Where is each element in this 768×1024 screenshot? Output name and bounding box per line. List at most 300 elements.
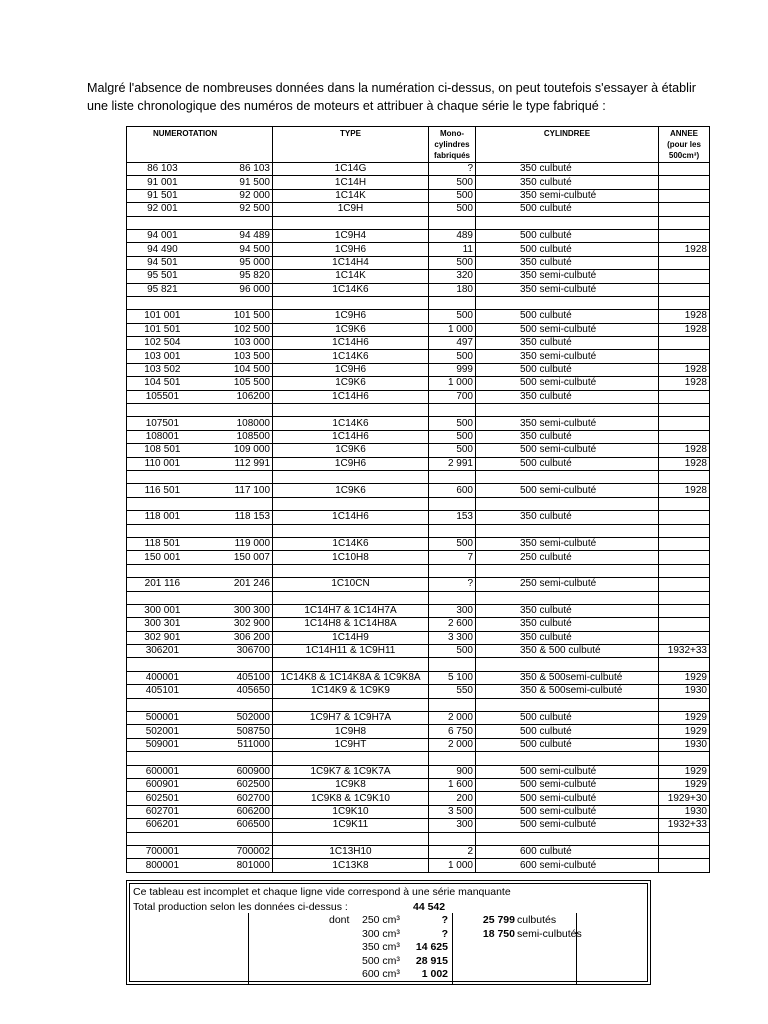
- year-cell: [659, 537, 710, 550]
- mono-cell: 999: [429, 363, 476, 376]
- number-to: [198, 658, 273, 671]
- mono-cell: 500: [429, 350, 476, 363]
- year-cell: [659, 845, 710, 858]
- number-to: 92 500: [198, 203, 273, 216]
- number-from: 103 001: [127, 350, 198, 363]
- number-from: 95 501: [127, 270, 198, 283]
- mono-cell: 2 000: [429, 712, 476, 725]
- summary-culbutes-label: culbutés: [517, 914, 557, 926]
- number-to: 112 991: [198, 457, 273, 470]
- number-to: 94 489: [198, 229, 273, 242]
- year-cell: [659, 604, 710, 617]
- blank-row: [127, 591, 710, 604]
- summary-inner-frame: [129, 883, 648, 982]
- cylindree-cell: [476, 832, 659, 845]
- number-to: 602500: [198, 778, 273, 791]
- mono-cell: [429, 524, 476, 537]
- table-row: [127, 845, 710, 858]
- year-cell: [659, 591, 710, 604]
- number-to: 86 103: [198, 163, 273, 176]
- table-row: [127, 229, 710, 242]
- mono-cell: 300: [429, 604, 476, 617]
- summary-semi-label: semi-culbutés: [517, 928, 582, 940]
- blank-row: [127, 698, 710, 711]
- number-from: 94 490: [127, 243, 198, 256]
- number-to: 96 000: [198, 283, 273, 296]
- type-cell: 1C13K8: [273, 859, 429, 872]
- type-cell: 1C13H10: [273, 845, 429, 858]
- cylindree-cell: 350 semi-culbuté: [476, 417, 659, 430]
- number-from: 108001: [127, 430, 198, 443]
- table-row: [127, 578, 710, 591]
- type-cell: 1C9H6: [273, 243, 429, 256]
- cylindree-cell: 500 culbuté: [476, 712, 659, 725]
- cylindree-cell: 350 semi-culbuté: [476, 270, 659, 283]
- table-row: [127, 805, 710, 818]
- header-mono: [429, 127, 476, 163]
- year-cell: 1929: [659, 712, 710, 725]
- year-cell: [659, 658, 710, 671]
- summary-note: Ce tableau est incomplet et chaque ligne vide correspond à une série manquante: [133, 886, 511, 898]
- cylindree-cell: 500 culbuté: [476, 243, 659, 256]
- number-to: [198, 497, 273, 510]
- mono-cell: 550: [429, 685, 476, 698]
- cylindree-cell: [476, 752, 659, 765]
- cylindree-cell: 350 culbuté: [476, 390, 659, 403]
- mono-cell: ?: [429, 163, 476, 176]
- type-cell: 1C14H9: [273, 631, 429, 644]
- number-from: 606201: [127, 819, 198, 832]
- table-row: [127, 189, 710, 202]
- table-header-row: [127, 127, 710, 163]
- number-from: 150 001: [127, 551, 198, 564]
- year-cell: [659, 270, 710, 283]
- mono-cell: 2 991: [429, 457, 476, 470]
- mono-cell: 2: [429, 845, 476, 858]
- type-cell: 1C10CN: [273, 578, 429, 591]
- table-row: [127, 618, 710, 631]
- type-cell: [273, 658, 429, 671]
- blank-row: [127, 470, 710, 483]
- cylindree-cell: 250 semi-culbuté: [476, 578, 659, 591]
- mono-cell: [429, 564, 476, 577]
- type-cell: [273, 404, 429, 417]
- number-from: 86 103: [127, 163, 198, 176]
- number-from: [127, 524, 198, 537]
- table-row: [127, 712, 710, 725]
- header-cylindree: CYLINDREE: [476, 127, 659, 163]
- mono-cell: 3 300: [429, 631, 476, 644]
- header-numerotation: NUMEROTATION: [127, 127, 273, 163]
- mono-cell: [429, 698, 476, 711]
- table-row: [127, 778, 710, 791]
- type-cell: 1C9H6: [273, 363, 429, 376]
- cylindree-cell: 350 culbuté: [476, 163, 659, 176]
- number-to: [198, 591, 273, 604]
- year-cell: 1930: [659, 738, 710, 751]
- number-from: 110 001: [127, 457, 198, 470]
- year-cell: [659, 417, 710, 430]
- type-cell: 1C9H7 & 1C9H7A: [273, 712, 429, 725]
- mono-cell: 1 600: [429, 778, 476, 791]
- year-cell: [659, 163, 710, 176]
- cylindree-cell: 500 semi-culbuté: [476, 778, 659, 791]
- table-row: [127, 444, 710, 457]
- number-from: 602701: [127, 805, 198, 818]
- summary-divider: [452, 913, 453, 985]
- type-cell: 1C9H4: [273, 229, 429, 242]
- type-cell: 1C10H8: [273, 551, 429, 564]
- year-cell: [659, 698, 710, 711]
- number-from: 94 501: [127, 256, 198, 269]
- table-body: [127, 163, 710, 873]
- number-to: 119 000: [198, 537, 273, 550]
- number-to: 95 820: [198, 270, 273, 283]
- blank-row: [127, 216, 710, 229]
- cylindree-cell: [476, 470, 659, 483]
- year-cell: [659, 618, 710, 631]
- summary-dont: dont: [329, 914, 350, 926]
- mono-cell: [429, 832, 476, 845]
- cylindree-cell: 350 culbuté: [476, 604, 659, 617]
- type-cell: 1C9K8 & 1C9K10: [273, 792, 429, 805]
- number-to: [198, 296, 273, 309]
- mono-cell: 1 000: [429, 859, 476, 872]
- mono-cell: [429, 296, 476, 309]
- mono-cell: 500: [429, 645, 476, 658]
- type-cell: 1C14G: [273, 163, 429, 176]
- type-cell: 1C9H: [273, 203, 429, 216]
- table-row: [127, 417, 710, 430]
- mono-cell: [429, 470, 476, 483]
- type-cell: 1C9H8: [273, 725, 429, 738]
- number-from: 91 001: [127, 176, 198, 189]
- number-from: 118 501: [127, 537, 198, 550]
- number-from: 104 501: [127, 377, 198, 390]
- cylindree-cell: 350 semi-culbuté: [476, 283, 659, 296]
- year-cell: [659, 296, 710, 309]
- table-row: [127, 631, 710, 644]
- table-row: [127, 337, 710, 350]
- number-from: 92 001: [127, 203, 198, 216]
- table-row: [127, 283, 710, 296]
- number-from: 108 501: [127, 444, 198, 457]
- mono-cell: 7: [429, 551, 476, 564]
- table-row: [127, 551, 710, 564]
- cylindree-cell: 500 semi-culbuté: [476, 819, 659, 832]
- mono-cell: 153: [429, 511, 476, 524]
- number-to: 606200: [198, 805, 273, 818]
- type-cell: 1C9K8: [273, 778, 429, 791]
- number-to: 106200: [198, 390, 273, 403]
- year-cell: 1929: [659, 671, 710, 684]
- number-to: [198, 524, 273, 537]
- year-cell: 1932+33: [659, 645, 710, 658]
- type-cell: 1C14H: [273, 176, 429, 189]
- number-to: 602700: [198, 792, 273, 805]
- year-cell: 1932+33: [659, 819, 710, 832]
- cylindree-cell: [476, 524, 659, 537]
- number-to: 700002: [198, 845, 273, 858]
- type-cell: [273, 470, 429, 483]
- header-mono-line2: cylindres: [434, 140, 470, 149]
- year-cell: 1928: [659, 457, 710, 470]
- year-cell: [659, 564, 710, 577]
- cylindree-cell: [476, 564, 659, 577]
- table-row: [127, 270, 710, 283]
- mono-cell: [429, 752, 476, 765]
- number-from: 509001: [127, 738, 198, 751]
- number-to: 508750: [198, 725, 273, 738]
- type-cell: [273, 564, 429, 577]
- number-from: 300 301: [127, 618, 198, 631]
- number-from: [127, 832, 198, 845]
- year-cell: [659, 470, 710, 483]
- mono-cell: 497: [429, 337, 476, 350]
- table-row: [127, 859, 710, 872]
- year-cell: [659, 283, 710, 296]
- number-from: 91 501: [127, 189, 198, 202]
- mono-cell: 3 500: [429, 805, 476, 818]
- mono-cell: 500: [429, 176, 476, 189]
- header-mono-line1: Mono-: [440, 129, 464, 138]
- cylindree-cell: 600 semi-culbuté: [476, 859, 659, 872]
- year-cell: 1929+30: [659, 792, 710, 805]
- cylindree-cell: 500 culbuté: [476, 363, 659, 376]
- type-cell: 1C14K6: [273, 283, 429, 296]
- number-from: 302 901: [127, 631, 198, 644]
- year-cell: 1928: [659, 323, 710, 336]
- header-annee: [659, 127, 710, 163]
- cylindree-cell: [476, 698, 659, 711]
- type-cell: 1C14H4: [273, 256, 429, 269]
- number-to: [198, 752, 273, 765]
- header-annee-line3: 500cm³): [668, 151, 700, 160]
- number-to: 103 000: [198, 337, 273, 350]
- type-cell: [273, 296, 429, 309]
- year-cell: [659, 752, 710, 765]
- number-to: 405650: [198, 685, 273, 698]
- blank-row: [127, 752, 710, 765]
- cylindree-cell: 500 culbuté: [476, 738, 659, 751]
- type-cell: 1C9K6: [273, 444, 429, 457]
- blank-row: [127, 564, 710, 577]
- type-cell: [273, 832, 429, 845]
- type-cell: [273, 591, 429, 604]
- mono-cell: 1 000: [429, 377, 476, 390]
- summary-box: [126, 880, 651, 985]
- year-cell: [659, 859, 710, 872]
- cylindree-cell: 500 semi-culbuté: [476, 805, 659, 818]
- number-to: [198, 470, 273, 483]
- cc-value: ?: [441, 927, 448, 940]
- number-from: [127, 752, 198, 765]
- number-to: 108500: [198, 430, 273, 443]
- type-cell: 1C14H6: [273, 390, 429, 403]
- type-cell: 1C9K7 & 1C9K7A: [273, 765, 429, 778]
- cylindree-cell: [476, 296, 659, 309]
- number-to: 801000: [198, 859, 273, 872]
- number-to: 302 900: [198, 618, 273, 631]
- cylindree-cell: [476, 658, 659, 671]
- type-cell: 1C14H11 & 1C9H11: [273, 645, 429, 658]
- table-row: [127, 725, 710, 738]
- table-row: [127, 243, 710, 256]
- mono-cell: 500: [429, 430, 476, 443]
- blank-row: [127, 404, 710, 417]
- table-row: [127, 310, 710, 323]
- mono-cell: 2 600: [429, 618, 476, 631]
- mono-cell: [429, 591, 476, 604]
- number-from: 102 504: [127, 337, 198, 350]
- number-to: 511000: [198, 738, 273, 751]
- cylindree-cell: 350 culbuté: [476, 631, 659, 644]
- cc-value: ?: [441, 914, 448, 926]
- table-row: [127, 390, 710, 403]
- blank-row: [127, 497, 710, 510]
- type-cell: 1C9H6: [273, 310, 429, 323]
- cylindree-cell: 500 semi-culbuté: [476, 377, 659, 390]
- number-from: 502001: [127, 725, 198, 738]
- header-annee-line1: ANNEE: [669, 129, 698, 138]
- intro-line-1: Malgré l'absence de nombreuses données dans la numération ci-dessus, on peut toutefois s'essayer à établir: [87, 81, 696, 95]
- cylindree-cell: 250 culbuté: [476, 551, 659, 564]
- table-row: [127, 645, 710, 658]
- cylindree-cell: 350 culbuté: [476, 256, 659, 269]
- mono-cell: 500: [429, 189, 476, 202]
- cylindree-cell: 500 semi-culbuté: [476, 765, 659, 778]
- blank-row: [127, 296, 710, 309]
- mono-cell: 500: [429, 203, 476, 216]
- number-to: [198, 404, 273, 417]
- type-cell: 1C9HT: [273, 738, 429, 751]
- number-to: 117 100: [198, 484, 273, 497]
- intro-line-2: une liste chronologique des numéros de moteurs et attribuer à chaque série le type fabriqué :: [87, 99, 606, 113]
- table-row: [127, 377, 710, 390]
- number-to: 108000: [198, 417, 273, 430]
- cc-label: 250 cm³: [362, 914, 400, 926]
- number-to: 300 300: [198, 604, 273, 617]
- number-from: [127, 698, 198, 711]
- cylindree-cell: 500 culbuté: [476, 229, 659, 242]
- year-cell: [659, 404, 710, 417]
- table-row: [127, 176, 710, 189]
- cylindree-cell: [476, 497, 659, 510]
- number-from: 103 502: [127, 363, 198, 376]
- type-cell: 1C14K6: [273, 350, 429, 363]
- mono-cell: 500: [429, 417, 476, 430]
- table-row: [127, 256, 710, 269]
- cylindree-cell: 350 culbuté: [476, 337, 659, 350]
- year-cell: [659, 229, 710, 242]
- number-to: 109 000: [198, 444, 273, 457]
- number-to: 105 500: [198, 377, 273, 390]
- type-cell: 1C14K9 & 1C9K9: [273, 685, 429, 698]
- number-from: 95 821: [127, 283, 198, 296]
- cylindree-cell: 350 culbuté: [476, 618, 659, 631]
- type-cell: 1C14K6: [273, 417, 429, 430]
- number-to: 118 153: [198, 511, 273, 524]
- type-cell: 1C9K6: [273, 377, 429, 390]
- type-cell: 1C9K11: [273, 819, 429, 832]
- header-mono-line3: fabriqués: [433, 151, 470, 160]
- number-from: 300 001: [127, 604, 198, 617]
- cc-value: 28 915: [415, 954, 448, 967]
- mono-cell: [429, 658, 476, 671]
- intro-text: [87, 79, 747, 115]
- number-from: [127, 404, 198, 417]
- table-row: [127, 163, 710, 176]
- mono-cell: [429, 497, 476, 510]
- type-cell: 1C9K6: [273, 323, 429, 336]
- table-row: [127, 765, 710, 778]
- year-cell: 1929: [659, 725, 710, 738]
- mono-cell: 600: [429, 484, 476, 497]
- year-cell: [659, 350, 710, 363]
- mono-cell: 500: [429, 444, 476, 457]
- mono-cell: [429, 216, 476, 229]
- number-from: 400001: [127, 671, 198, 684]
- table-row: [127, 363, 710, 376]
- cylindree-cell: 500 culbuté: [476, 725, 659, 738]
- year-cell: [659, 524, 710, 537]
- number-to: 104 500: [198, 363, 273, 376]
- year-cell: [659, 189, 710, 202]
- number-from: 600001: [127, 765, 198, 778]
- type-cell: 1C9K6: [273, 484, 429, 497]
- mono-cell: 1 000: [429, 323, 476, 336]
- year-cell: 1928: [659, 363, 710, 376]
- mono-cell: 6 750: [429, 725, 476, 738]
- number-to: [198, 216, 273, 229]
- year-cell: [659, 511, 710, 524]
- year-cell: [659, 430, 710, 443]
- table-row: [127, 671, 710, 684]
- cylindree-cell: 350 & 500semi-culbuté: [476, 671, 659, 684]
- type-cell: 1C14H7 & 1C14H7A: [273, 604, 429, 617]
- number-from: 306201: [127, 645, 198, 658]
- mono-cell: [429, 404, 476, 417]
- cylindree-cell: 500 semi-culbuté: [476, 444, 659, 457]
- year-cell: 1930: [659, 685, 710, 698]
- number-from: 700001: [127, 845, 198, 858]
- mono-cell: 180: [429, 283, 476, 296]
- header-annee-line2: (pour les: [667, 140, 701, 149]
- type-cell: 1C9K10: [273, 805, 429, 818]
- table-row: [127, 350, 710, 363]
- number-to: 306700: [198, 645, 273, 658]
- number-to: 306 200: [198, 631, 273, 644]
- cylindree-cell: 500 semi-culbuté: [476, 792, 659, 805]
- year-cell: [659, 497, 710, 510]
- number-to: 95 000: [198, 256, 273, 269]
- cylindree-cell: 350 culbuté: [476, 430, 659, 443]
- number-from: [127, 497, 198, 510]
- header-type: TYPE: [273, 127, 429, 163]
- blank-row: [127, 658, 710, 671]
- number-from: [127, 591, 198, 604]
- number-from: 118 001: [127, 511, 198, 524]
- cylindree-cell: 500 semi-culbuté: [476, 323, 659, 336]
- number-to: 405100: [198, 671, 273, 684]
- year-cell: 1930: [659, 805, 710, 818]
- cylindree-cell: 350 culbuté: [476, 511, 659, 524]
- number-from: 107501: [127, 417, 198, 430]
- table-row: [127, 484, 710, 497]
- mono-cell: 320: [429, 270, 476, 283]
- number-to: 101 500: [198, 310, 273, 323]
- type-cell: 1C14K: [273, 189, 429, 202]
